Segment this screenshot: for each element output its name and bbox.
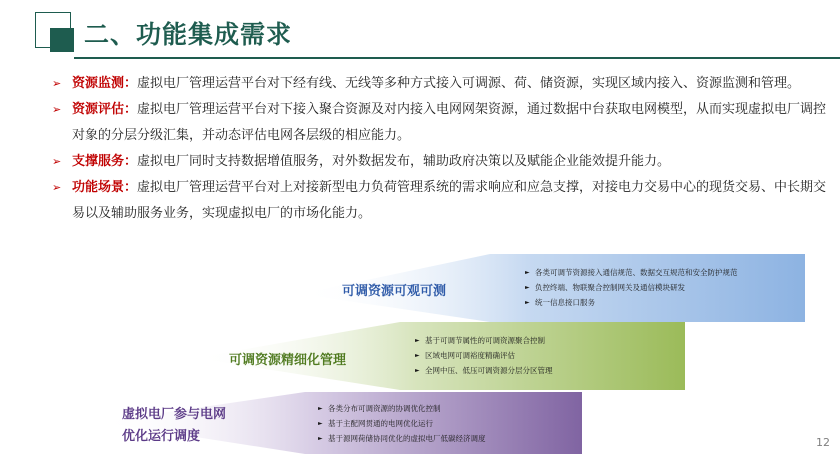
triangle-bullet-icon: ► — [415, 352, 420, 359]
requirements-list — [52, 71, 832, 227]
list-item: ► 统一信息接口服务 — [525, 295, 738, 310]
triangle-bullet-icon: ► — [318, 405, 323, 412]
list-item-label: 资源监测： — [72, 76, 138, 91]
band-title: 可调资源可观可测 — [342, 284, 447, 299]
list-item-label: 支撑服务： — [72, 154, 138, 169]
band-title-line: 虚拟电厂参与电网 — [122, 407, 227, 422]
arrow-bullet-icon: ➢ — [52, 103, 62, 116]
list-item: ► 全网中压、低压可调资源分层分区管理 — [415, 363, 553, 378]
list-item-support-services — [52, 149, 832, 175]
triangle-bullet-icon: ► — [525, 269, 530, 276]
band-title — [122, 404, 226, 448]
list-item-resource-assessment — [52, 97, 832, 149]
list-item-label: 功能场景： — [72, 180, 138, 195]
list-item-text: 虚拟电厂管理运营平台对下接入聚合资源及对内接入电网网架资源，通过数据中台获取电网模型，从而实现虚拟电厂调控对象的分层分级汇集，并动态评估电网各层级的相应能力。 — [72, 102, 827, 143]
diagram-band-fine-management — [195, 322, 685, 390]
band-item-list — [318, 401, 486, 446]
triangle-bullet-icon: ► — [415, 367, 420, 374]
list-item: ► 各类可调节资源接入通信规范、数据交互规范和安全防护规范 — [525, 265, 738, 280]
band-title: 可调资源精细化管理 — [229, 353, 347, 368]
page-number: 12 — [816, 436, 830, 449]
diagram-band-dispatch — [100, 392, 582, 454]
band-item-list — [525, 265, 738, 310]
arrow-bullet-icon: ➢ — [52, 77, 62, 90]
list-item-label: 资源评估： — [72, 102, 138, 117]
arrow-bullet-icon: ➢ — [52, 181, 62, 194]
triangle-bullet-icon: ► — [525, 299, 530, 306]
diagram-band-observability — [300, 254, 805, 322]
list-item: ► 基于可调节属性的可调资源聚合控制 — [415, 333, 553, 348]
list-item-resource-monitoring — [52, 71, 832, 97]
list-item: ► 区域电网可调裕度精确评估 — [415, 348, 553, 363]
list-item: ► 各类分布可调资源的协调优化控制 — [318, 401, 486, 416]
list-item: ► 负控终端、物联聚合控制网关及通信模块研发 — [525, 280, 738, 295]
triangle-bullet-icon: ► — [525, 284, 530, 291]
list-item-function-scenarios — [52, 175, 832, 227]
list-item-text: 虚拟电厂同时支持数据增值服务，对外数据发布，辅助政府决策以及赋能企业能效提升能力。 — [137, 154, 671, 169]
title-decoration-fill — [50, 28, 74, 52]
triangle-bullet-icon: ► — [318, 435, 323, 442]
page-title: 二、功能集成需求 — [84, 20, 293, 49]
list-item: ► 基于主配网贯通的电网优化运行 — [318, 416, 486, 431]
band-item-list — [415, 333, 553, 378]
triangle-bullet-icon: ► — [318, 420, 323, 427]
list-item: ► 基于源网荷储协同优化的虚拟电厂低碳经济调度 — [318, 431, 486, 446]
arrow-bullet-icon: ➢ — [52, 155, 62, 168]
band-title-line: 优化运行调度 — [122, 429, 201, 444]
list-item-text: 虚拟电厂管理运营平台对下经有线、无线等多种方式接入可调源、荷、储资源，实现区域内接入、资源监测和管理。 — [137, 76, 801, 91]
title-underline — [74, 57, 840, 59]
triangle-bullet-icon: ► — [415, 337, 420, 344]
list-item-text: 虚拟电厂管理运营平台对上对接新型电力负荷管理系统的需求响应和应急支撑，对接电力交易中心的现货交易、中长期交易以及辅助服务业务，实现虚拟电厂的市场化能力。 — [72, 180, 827, 221]
